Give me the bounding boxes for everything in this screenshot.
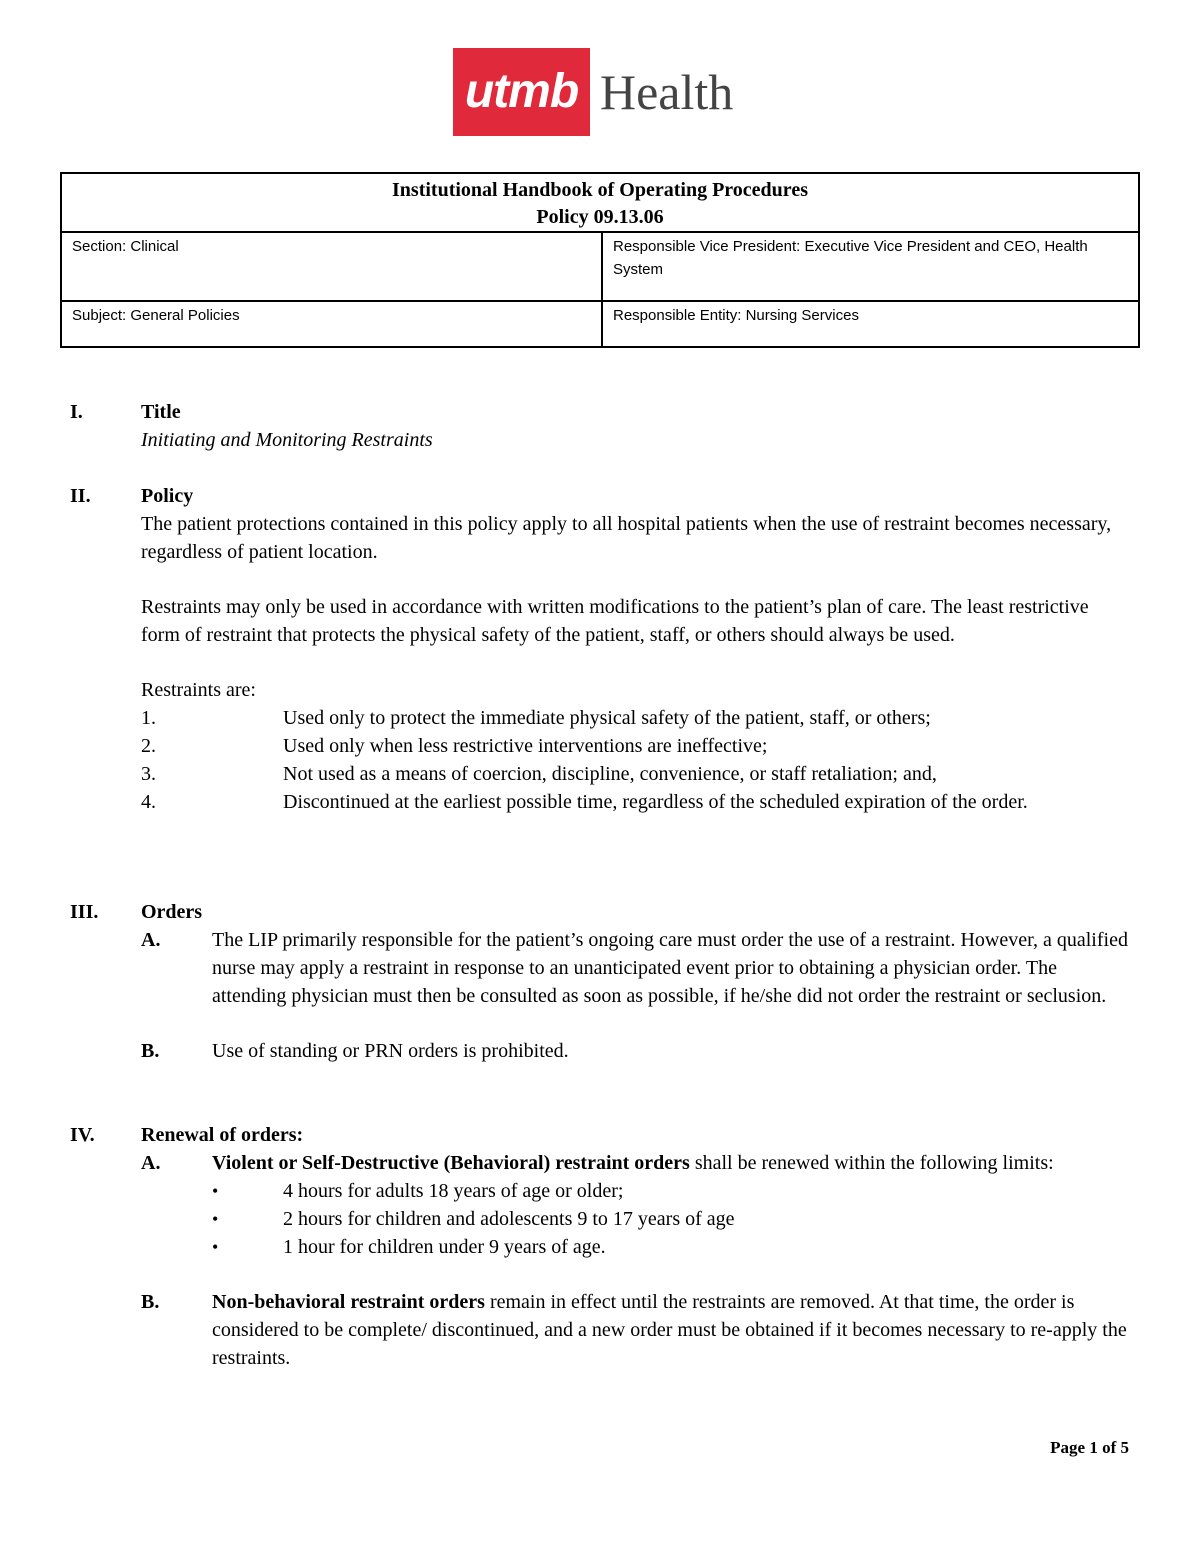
section-renewal: [70, 1121, 1130, 1372]
list-item: 2. Used only when less restrictive interventions are ineffective;: [141, 735, 768, 757]
subsection-b: B. Use of standing or PRN orders is prohibited.: [141, 1040, 569, 1062]
bullet-item: • 1 hour for children under 9 years of age.: [70, 1233, 1130, 1261]
subsection-b: B. Non-behavioral restraint orders remain in effect until the restraints are removed. At that time, the order is considered to be complete/ discontinued, and a new order must be obtained if it becomes necessary to re-apply the restraints.: [141, 1291, 1127, 1369]
policy-title: Initiating and Monitoring Restraints: [141, 429, 433, 451]
policy-paragraph-2: Restraints may only be used in accordance with written modifications to the patient’s plan of care. The least restrictive form of restraint that protects the physical safety of the patient, staff, or others should always be used.: [141, 596, 1089, 646]
utmb-health-logo: [453, 48, 733, 136]
section-title: [70, 398, 1130, 454]
subsection-a: A. The LIP primarily responsible for the patient’s ongoing care must order the use of a restraint. However, a qualified nurse may apply a restraint in response to an unanticipated event prior to obtaining a physician order. The attending physician must then be consulted as soon as possible, if he/she did not order the restraint or seclusion.: [141, 929, 1128, 1007]
list-item: 3. Not used as a means of coercion, discipline, convenience, or staff retaliation; and,: [141, 763, 937, 785]
list-item: 1. Used only to protect the immediate physical safety of the patient, staff, or others;: [141, 707, 931, 729]
bullet-item: • 2 hours for children and adolescents 9 to 17 years of age: [70, 1205, 1130, 1233]
responsible-vp-cell: Responsible Vice President: Executive Vice President and CEO, Health System: [602, 232, 1139, 301]
bullet-icon: •: [212, 1181, 219, 1201]
subsection-a: A. Violent or Self-Destructive (Behavioral) restraint orders shall be renewed within the following limits:: [141, 1152, 1054, 1174]
bullet-item: • 4 hours for adults 18 years of age or older;: [70, 1177, 1130, 1205]
section-policy: [70, 482, 1130, 816]
section-heading: Policy: [141, 485, 194, 507]
list-item: 4. Discontinued at the earliest possible time, regardless of the scheduled expiration of the order.: [141, 791, 1028, 813]
bullet-icon: •: [212, 1209, 219, 1229]
logo-mark: [453, 48, 590, 136]
policy-number: Policy 09.13.06: [536, 206, 664, 228]
section-heading: Title: [141, 401, 181, 423]
section-number: III.: [70, 901, 99, 923]
section-number: II.: [70, 485, 91, 507]
section-orders: [70, 898, 1130, 1065]
section-heading: Orders: [141, 901, 203, 923]
logo-wordmark: Health: [600, 64, 734, 120]
handbook-title-line1: Institutional Handbook of Operating Procedures: [392, 179, 808, 201]
policy-paragraph-3: Restraints are:: [141, 679, 256, 701]
responsible-entity-cell: Responsible Entity: Nursing Services: [602, 301, 1139, 347]
section-number: IV.: [70, 1124, 95, 1146]
handbook-title: [61, 173, 1139, 232]
policy-header-table: [60, 172, 1140, 348]
logo-mark-text: utmb: [464, 65, 579, 118]
bullet-icon: •: [212, 1237, 219, 1257]
policy-paragraph-1: The patient protections contained in this policy apply to all hospital patients when the use of restraint becomes necessary, regardless of patient location.: [141, 513, 1112, 563]
section-number: I.: [70, 401, 83, 423]
section-heading: Renewal of orders:: [141, 1124, 304, 1146]
subject-cell: Subject: General Policies: [61, 301, 602, 347]
page-number: Page 1 of 5: [1050, 1438, 1129, 1457]
section-cell: Section: Clinical: [61, 232, 602, 301]
